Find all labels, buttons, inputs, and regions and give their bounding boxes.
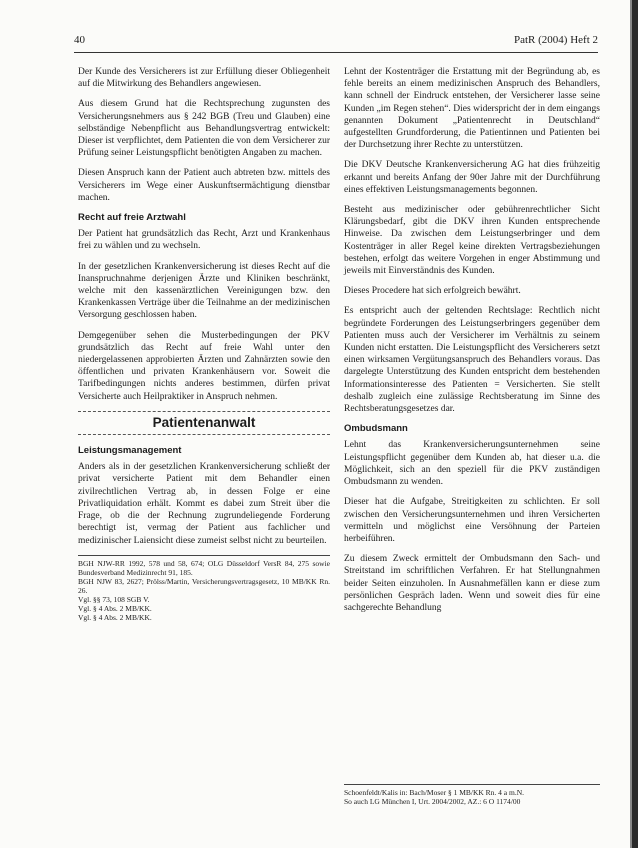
footnote: Vgl. § 4 Abs. 2 MB/KK. — [78, 612, 152, 622]
paragraph: Es entspricht auch der geltenden Rechtslage: Rechtlich nicht begründete Forderungen des Leistungserbringers gegenüber dem Patienten muss auch der Versicherer im Verhältnis zu seinem Kunden nicht erstatten. Die Leistungspflicht des Versicherers setzt einen wirksamen Vergütungsanspruch des Behandlers voraus. Das dargelegte Unterstützung des Kunden entspricht dem bestehenden Informationsinteresse des Patienten = Versicherten. Sie stellt deshalb zugleich eine zulässige Rechtsberatung im Sinne des Rechtsberatungsgesetzes dar. — [344, 306, 600, 415]
paragraph: Aus diesem Grund hat die Rechtsprechung zugunsten des Versicherungsnehmers aus § 242 BGB (Treu und Glauben) eine selbständige Nebenpflicht aus Behandlungsvertrag entwickelt: Dieser ist verpflichtet, dem Patienten die von dem Versicherer zur Prüfung seiner Leistungspflicht benötigten Angaben zu machen. — [78, 99, 330, 159]
section-heading: Recht auf freie Arztwahl — [78, 212, 186, 224]
footnote: Vgl. §§ 73, 108 SGB V. — [78, 594, 150, 604]
paragraph: Lehnt der Kostenträger die Erstattung mit der Begründung ab, es fehle bereits an einem medizinischen Anspruch des Behandlers, kann schnell der Eindruck entstehen, der Versicherer lasse seine Kunden „im Regen stehen“. Dies widerspricht der in dem eingangs genannten Dokument „Patientenrecht in Deutschland“ aufgestellten Grundforderung, die Patientinnen und Patienten bei der Durchsetzung ihrer Rechte zu unterstützen. — [344, 67, 600, 151]
section-heading: Leistungsmanagement — [78, 445, 182, 457]
footnote: Vgl. § 4 Abs. 2 MB/KK. — [78, 603, 152, 613]
paragraph: Zu diesem Zweck ermittelt der Ombudsmann den Sach- und Streitstand im schriftlichen Verfahren. Er hat Stellungnahmen beider Seiten einzuholen. In Ausnahmefällen kann er diese zum persönlichen Gespräch laden. Wenn und soweit dies für eine sachgerechte Behandlung — [344, 554, 600, 613]
footnotes-right — [344, 784, 600, 806]
paragraph: Dieser hat die Aufgabe, Streitigkeiten zu schlichten. Er soll zwischen den Versicherungsunternehmen und ihren Versicherten vermitteln und möglichst eine Versöhnung der Parteien herbeiführen. — [344, 497, 600, 544]
footnote: So auch LG München I, Urt. 2004/2002, AZ.: 6 O 1174/00 — [344, 797, 521, 806]
journal-reference: PatR (2004) Heft 2 — [513, 34, 598, 46]
paragraph: Der Patient hat grundsätzlich das Recht, Arzt und Krankenhaus frei zu wählen und zu wechseln. — [78, 229, 330, 252]
right-column — [344, 66, 600, 622]
paragraph: Dieses Procedere hat sich erfolgreich bewährt. — [344, 286, 521, 297]
footnote: BGH NJW-RR 1992, 578 und 58, 674; OLG Düsseldorf VersR 84, 275 sowie Bundesverband Medizinrecht 91, 185. — [78, 558, 330, 577]
paragraph: Die DKV Deutsche Krankenversicherung AG hat dies frühzeitig erkannt und bereits Anfang der 90er Jahre mit der Durchführung eines effektiven Leistungsmanagements begonnen. — [344, 160, 600, 195]
header-rule — [74, 52, 598, 53]
paragraph: Diesen Anspruch kann der Patient auch abtreten bzw. mittels des Versicherers im Wege einer Auskunftsermächtigung dienstbar machen. — [78, 168, 330, 203]
paragraph: Anders als in der gesetzlichen Krankenversicherung schließt der privat versicherte Patient mit dem Behandler einen zivilrechtlichen Vertrag ab, in dessen Folge er eine Privatliquidation erhält. Kommt es dabei zum Streit über die Frage, ob die der Rechnung zugrundeliegende Forderung berechtigt ist, vermag der Patient aus fachlicher und medizinischer Laiensicht diese zumeist selbst nicht zu beurteilen. — [78, 462, 330, 546]
paragraph: Lehnt das Krankenversicherungsunternehmen seine Leistungspflicht gegenüber dem Kunden ab, hat dieser u.a. die Möglichkeit, sich an den speziell für die PKV zuständigen Ombudsmann zu wenden. — [344, 440, 600, 488]
scan-edge — [632, 0, 638, 848]
section-banner: Patientenanwalt — [78, 411, 330, 435]
section-heading: Ombudsmann — [344, 423, 408, 435]
paragraph: Besteht aus medizinischer oder gebührenrechtlicher Sicht Klärungsbedarf, gibt die DKV ihren Kunden entsprechende Hinweise. Da zwischen dem Leistungserbringer und dem Kostenträger in aller Regel keine direkten Vertragsbeziehungen bestehen, erfolgt das weitere Vorgehen in enger Abstimmung und jeweils mit Einverständnis des Kunden. — [344, 205, 600, 277]
paragraph: Demgegenüber sehen die Musterbedingungen der PKV grundsätzlich das Recht auf freie Wahl unter den niedergelassenen approbierten Ärzten und Zahnärzten sowie den öffentlichen und privaten Krankenhäusern vor. Soweit die Tarifbedingungen nichts anderes bestimmen, dürfen privat Versicherte auch Heilpraktiker in Anspruch nehmen. — [78, 330, 330, 402]
footnote: BGH NJW 83, 2627; Prölss/Martin, Versicherungsvertragsgesetz, 10 MB/KK Rn. 26. — [78, 576, 330, 595]
paragraph: In der gesetzlichen Krankenversicherung ist dieses Recht auf die Inanspruchnahme derjenigen Ärzte und Kliniken beschränkt, welche mit den kassenärztlichen Vereinigungen bzw. den Krankenkassen Verträge über die Teilnahme an der medizinischen Versorgung geschlossen haben. — [78, 261, 330, 321]
page-number: 40 — [74, 34, 85, 46]
left-column — [78, 66, 330, 622]
running-header — [74, 34, 598, 50]
footnote: Schoenfeldt/Kalis in: Bach/Moser § 1 MB/KK Rn. 4 a m.N. — [344, 788, 524, 797]
footnotes-left — [78, 555, 330, 622]
paragraph: Der Kunde des Versicherers ist zur Erfüllung dieser Obliegenheit auf die Mitwirkung des Behandlers angewiesen. — [78, 67, 330, 90]
